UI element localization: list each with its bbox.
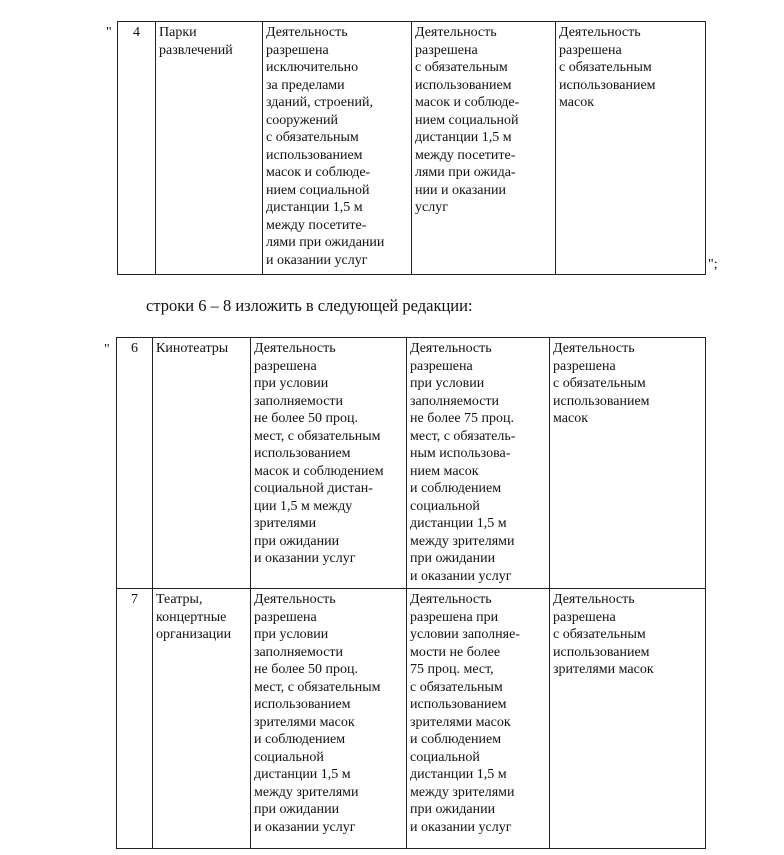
- closing-quote-mark: ";: [708, 257, 718, 272]
- restriction-col-3: Деятельность разрешена с обязательным использованием масок: [556, 22, 706, 275]
- regulation-table-rows-6-7: [116, 337, 706, 849]
- table-row: [117, 589, 706, 849]
- opening-quote-mark: ": [106, 25, 112, 40]
- restriction-col-3: Деятельность разрешена с обязательным использованием масок: [550, 338, 706, 589]
- row-number: 7: [117, 589, 153, 849]
- table-row: [117, 338, 706, 589]
- restriction-col-1: Деятельность разрешена при условии заполняемости не более 50 проц. мест, с обязательным использованием зрителями масок и соблюдением социальной дистанции 1,5 м между зрителями при ожидании и оказании услуг: [251, 589, 407, 849]
- restriction-col-2: Деятельность разрешена при условии заполняе- мости не более 75 проц. мест, с обязательным использованием зрителями масок и соблюдением социальной дистанции 1,5 м между зрителями при ожидании и оказании услуг: [407, 589, 550, 849]
- restriction-col-1: Деятельность разрешена исключительно за пределами зданий, строений, сооружений с обязательным использованием масок и соблюде- нием социальной дистанции 1,5 м между посетите- лями при ожидании и оказании услуг: [263, 22, 412, 275]
- table-row: [118, 22, 706, 275]
- restriction-col-2: Деятельность разрешена при условии заполняемости не более 75 проц. мест, с обязатель- ным использова- нием масок и соблюдением социальной дистанции 1,5 м между зрителями при ожидании и оказании услуг: [407, 338, 550, 589]
- opening-quote-mark-2: ": [104, 342, 110, 357]
- facility-name: Парки развлечений: [156, 22, 263, 275]
- restriction-col-2: Деятельность разрешена с обязательным использованием масок и соблюде- нием социальной дистанции 1,5 м между посетите- лями при ожида- нии и оказании услуг: [412, 22, 556, 275]
- facility-name: Театры, концертные организации: [153, 589, 251, 849]
- row-number: 6: [117, 338, 153, 589]
- amendment-intro-text: строки 6 – 8 изложить в следующей редакции:: [146, 296, 473, 315]
- facility-name: Кинотеатры: [153, 338, 251, 589]
- restriction-col-1: Деятельность разрешена при условии заполняемости не более 50 проц. мест, с обязательным использованием масок и соблюдением социальной дистан- ции 1,5 м между зрителями при ожидании и оказании услуг: [251, 338, 407, 589]
- restriction-col-3: Деятельность разрешена с обязательным использованием зрителями масок: [550, 589, 706, 849]
- regulation-table-row-4: [117, 21, 706, 275]
- row-number: 4: [118, 22, 156, 275]
